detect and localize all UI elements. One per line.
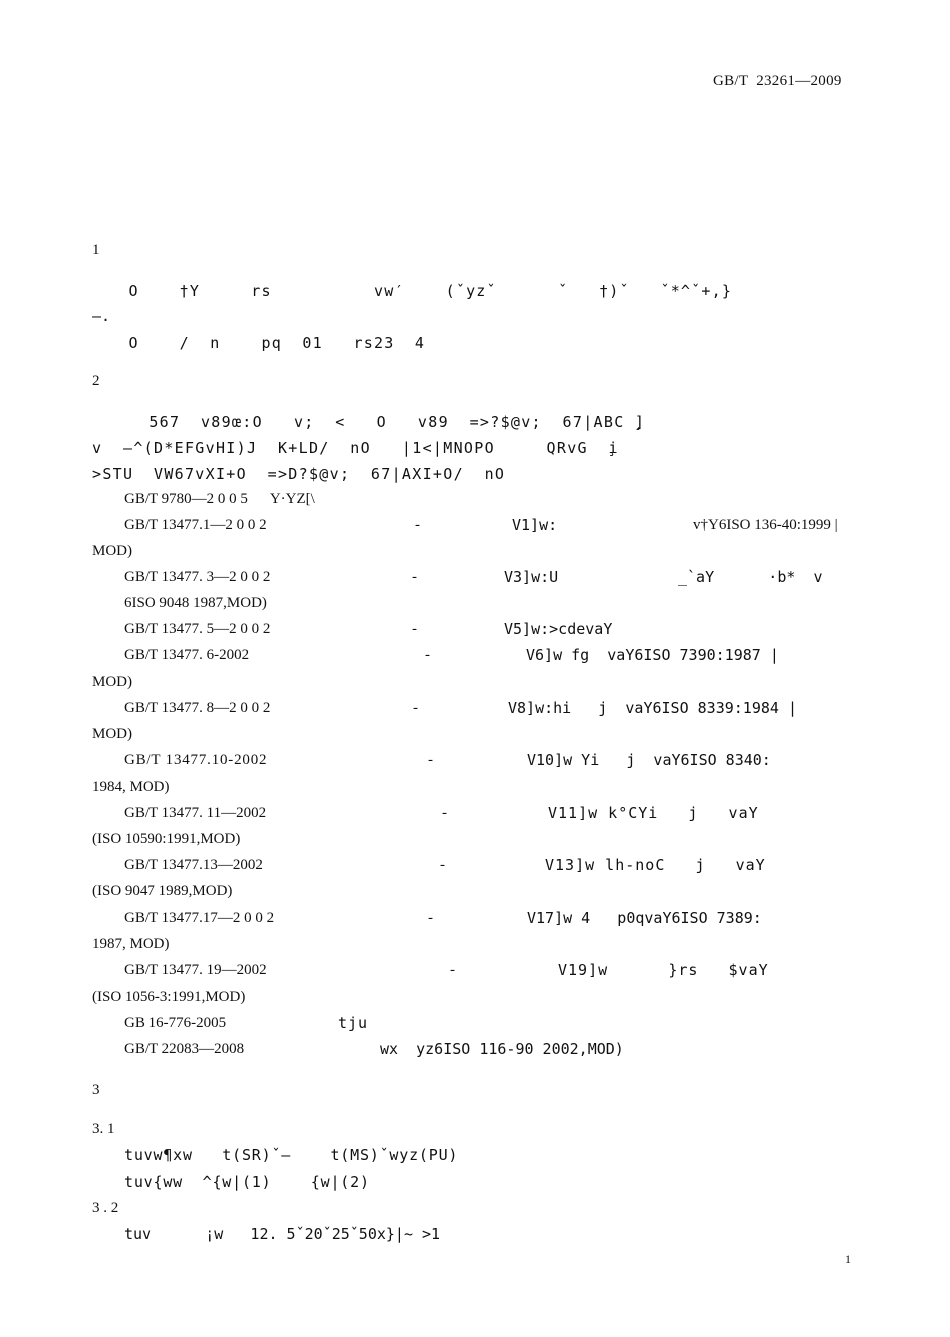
page-number: 1 bbox=[845, 1252, 851, 1266]
reference-dash: - bbox=[412, 569, 417, 585]
section-number-2: 2 bbox=[92, 373, 100, 389]
classification-line: tuvw¶xw t(SR)ˇ— t(MS)ˇwyz(PU) bbox=[124, 1146, 459, 1164]
subsection-number: 3. 1 bbox=[92, 1121, 115, 1137]
section-number-1: 1 bbox=[92, 242, 100, 258]
reference-title: tju bbox=[338, 1014, 369, 1032]
reference-code: GB/T 13477. 6-2002 bbox=[124, 647, 250, 663]
reference-dash: - bbox=[413, 700, 418, 716]
section-number-3: 3 bbox=[92, 1082, 100, 1098]
reference-title: V8]w:hi j vaY6ISO 8339:1984 | bbox=[508, 699, 797, 717]
reference-continuation: (ISO 9047 1989,MOD) bbox=[92, 883, 233, 899]
standard-code-header: GB/T 23261—2009 bbox=[713, 73, 842, 89]
reference-code: GB/T 13477.1—2 0 0 2 bbox=[124, 517, 267, 533]
reference-dash: - bbox=[425, 647, 430, 663]
reference-dash: - bbox=[412, 621, 417, 637]
reference-continuation: MOD) bbox=[92, 726, 132, 742]
reference-item: GB/T 9780—2 0 0 5 Y·YZ[\ bbox=[124, 491, 315, 507]
reference-code: GB/T 13477. 3—2 0 0 2 bbox=[124, 569, 271, 585]
reference-continuation: 1984, MOD) bbox=[92, 779, 170, 795]
reference-title: V11]w k°CYi j vaY bbox=[548, 804, 759, 822]
reference-continuation: 1987, MOD) bbox=[92, 936, 170, 952]
reference-title: v†Y6ISO 136-40:1999 | bbox=[693, 517, 838, 533]
reference-title: V1]w: bbox=[512, 516, 558, 534]
reference-code: GB/T 13477.13—2002 bbox=[124, 857, 263, 873]
reference-dash: - bbox=[440, 857, 445, 873]
reference-code: GB/T 22083—2008 bbox=[124, 1041, 245, 1057]
scope-paragraph-line: O / n pq 01 rs23 4 bbox=[108, 334, 426, 352]
reference-dash: - bbox=[442, 805, 447, 821]
reference-title: wx yz6ISO 116-90 2002,MOD) bbox=[380, 1040, 624, 1058]
reference-title: V5]w:>cdevaY bbox=[504, 620, 613, 638]
normative-refs-intro-line: 567 v89œ:O v; < O v89 =>?$@v; 67|ABC ̧] bbox=[108, 413, 646, 431]
reference-dash: - bbox=[428, 752, 433, 768]
reference-code: GB/T 13477.17—2 0 0 2 bbox=[124, 910, 275, 926]
classification-line: tuv ¡w 12. 5ˇ20ˇ25ˇ50x}|~ >1 bbox=[124, 1225, 441, 1243]
subsection-number: 3 . 2 bbox=[92, 1200, 119, 1216]
reference-code: GB/T 13477. 11—2002 bbox=[124, 805, 267, 821]
reference-title: V3]w:U bbox=[504, 568, 559, 586]
reference-dash: - bbox=[450, 962, 455, 978]
reference-continuation: (ISO 10590:1991,MOD) bbox=[92, 831, 241, 847]
reference-continuation: MOD) bbox=[92, 674, 132, 690]
normative-refs-intro-line: >STU VW67vXI+O =>D?$@v; 67|AXI+O/ nO bbox=[92, 465, 506, 483]
reference-title: V17]w 4 p0qvaY6ISO 7389: bbox=[527, 909, 762, 927]
reference-title: _`aY ·b* v bbox=[678, 568, 823, 586]
reference-title: V6]w fg vaY6ISO 7390:1987 | bbox=[526, 646, 779, 664]
reference-code: GB/T 13477.10-2002 bbox=[124, 752, 268, 768]
reference-title: V13]w lh-noC j vaY bbox=[545, 856, 766, 874]
reference-continuation: (ISO 1056-3:1991,MOD) bbox=[92, 989, 246, 1005]
reference-code: GB/T 13477. 5—2 0 0 2 bbox=[124, 621, 271, 637]
classification-line: tuv{ww ^{w|(1) {w|(2) bbox=[124, 1173, 370, 1191]
reference-continuation: MOD) bbox=[92, 543, 132, 559]
reference-code: GB/T 13477. 8—2 0 0 2 bbox=[124, 700, 271, 716]
reference-title: V10]w Yi j vaY6ISO 8340: bbox=[527, 751, 771, 769]
reference-dash: - bbox=[415, 517, 420, 533]
scope-paragraph-line: O †Y rs vw′ (ˇyzˇ ˇ †)ˇ ˇ*^ˇ+,} bbox=[108, 282, 733, 300]
reference-code: GB/T 13477. 19—2002 bbox=[124, 962, 267, 978]
reference-code: GB 16-776-2005 bbox=[124, 1015, 227, 1031]
reference-continuation: 6ISO 9048 1987,MOD) bbox=[124, 595, 267, 611]
normative-refs-intro-line: v —^(D*EFGvHI)J K+LD/ nO |1<|MNOPO QRvG ̧i bbox=[92, 439, 619, 457]
reference-dash: - bbox=[428, 910, 433, 926]
reference-title: V19]w }rs $vaY bbox=[558, 961, 769, 979]
scope-paragraph-line: —. bbox=[92, 307, 111, 325]
